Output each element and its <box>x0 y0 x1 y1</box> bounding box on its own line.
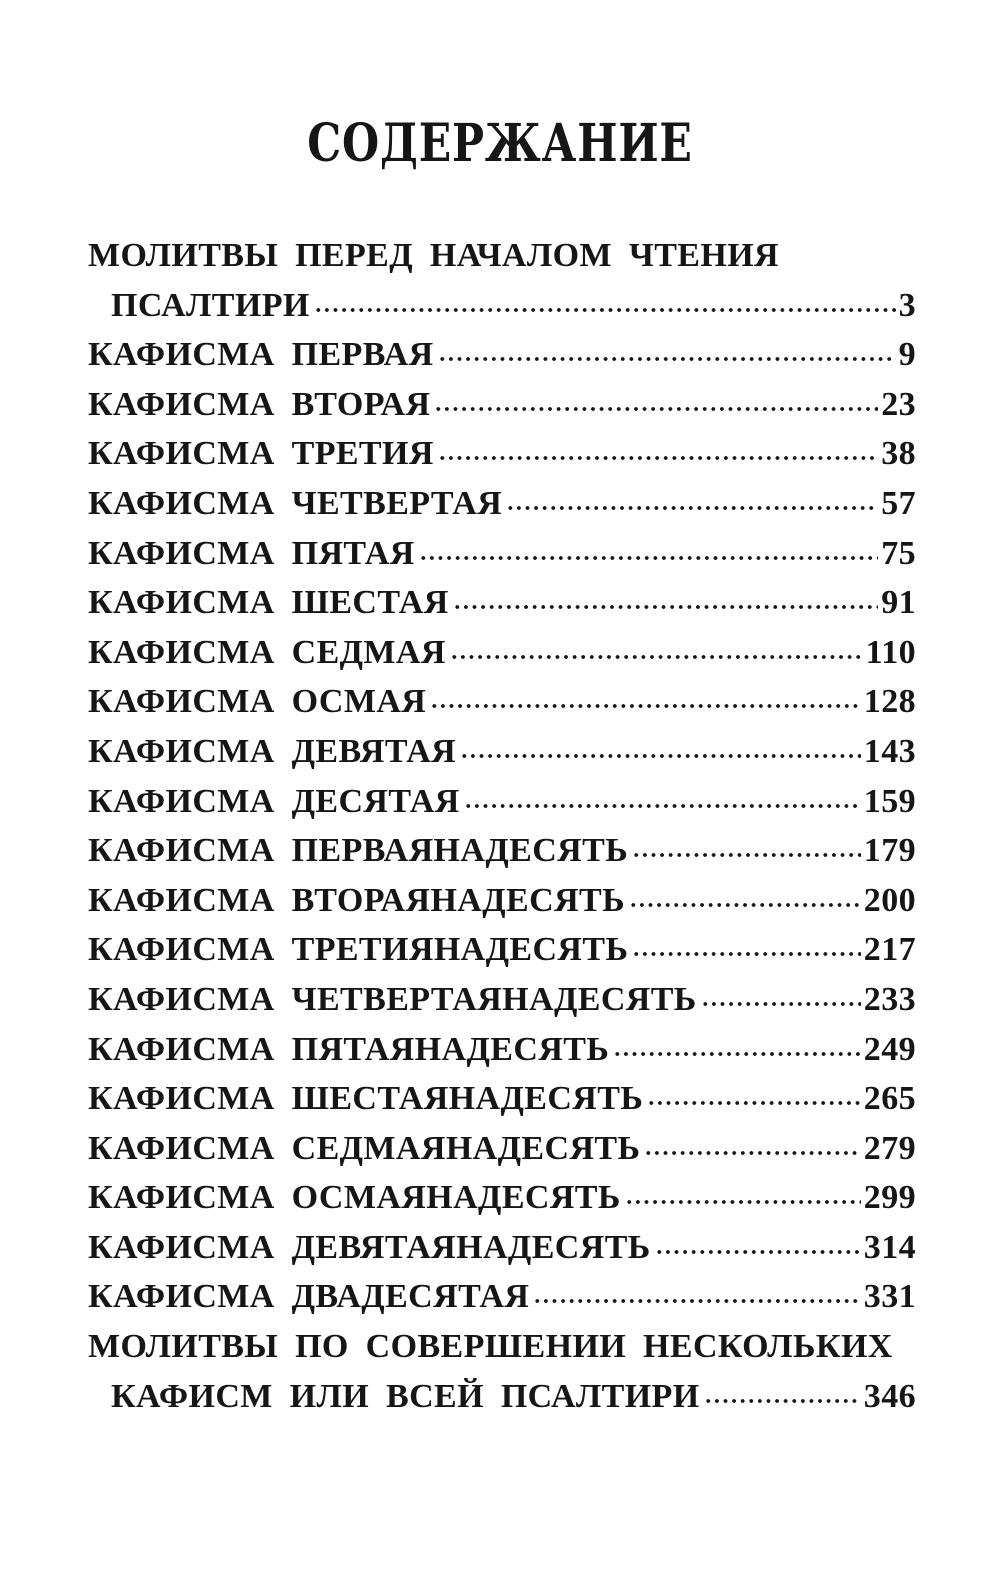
toc-page-number: 346 <box>863 1377 916 1415</box>
toc-entry-label: КАФИСМА ДВАДЕСЯТАЯ <box>88 1278 530 1316</box>
toc-entry-label: КАФИСМА СЕДМАЯНАДЕСЯТЬ <box>88 1129 641 1167</box>
toc-page-number: 110 <box>865 633 916 671</box>
dot-leader <box>704 1393 861 1409</box>
toc-line <box>88 879 916 921</box>
dot-leader <box>419 550 878 566</box>
toc-page-number: 3 <box>898 286 916 324</box>
toc-line <box>88 234 779 276</box>
dot-leader <box>464 798 861 814</box>
dot-leader <box>625 1194 861 1210</box>
toc-entry-label: КАФИСМ ИЛИ ВСЕЙ ПСАЛТИРИ <box>111 1377 700 1415</box>
toc-entry <box>0 1176 1000 1226</box>
toc-entry <box>0 1127 1000 1177</box>
toc-page-number: 217 <box>863 931 916 969</box>
dot-leader <box>460 748 861 764</box>
toc-entry <box>0 631 1000 681</box>
toc-page-number: 331 <box>863 1278 916 1316</box>
table-of-contents <box>0 234 1000 1424</box>
toc-page-number: 91 <box>881 584 916 622</box>
toc-entry <box>0 383 1000 433</box>
toc-line <box>88 780 916 822</box>
toc-entry <box>0 680 1000 730</box>
toc-entry <box>0 284 1000 334</box>
dot-leader <box>450 649 863 665</box>
dot-leader <box>430 698 861 714</box>
toc-page-number: 200 <box>863 881 916 919</box>
dot-leader <box>438 450 878 466</box>
dot-leader <box>644 1145 860 1161</box>
dot-leader <box>506 500 878 516</box>
toc-entry <box>0 234 1000 284</box>
toc-page-number: 75 <box>881 534 916 572</box>
toc-entry-label: ПСАЛТИРИ <box>111 286 310 324</box>
toc-entry <box>0 780 1000 830</box>
toc-entry-label: КАФИСМА ВТОРАЯ <box>88 385 431 423</box>
toc-line <box>88 1275 916 1317</box>
toc-line <box>88 1325 893 1367</box>
toc-entry <box>0 1375 1000 1425</box>
dot-leader <box>314 302 896 318</box>
toc-line <box>88 829 916 871</box>
toc-line <box>88 532 916 574</box>
toc-line <box>88 631 916 673</box>
toc-entry-label: КАФИСМА ПЯТАЯНАДЕСЯТЬ <box>88 1030 610 1068</box>
toc-entry-label: МОЛИТВЫ ПЕРЕД НАЧАЛОМ ЧТЕНИЯ <box>88 237 779 274</box>
dot-leader <box>647 1095 861 1111</box>
dot-leader <box>438 351 896 367</box>
toc-entry-label: КАФИСМА ТРЕТИЯ <box>88 435 434 473</box>
toc-line <box>88 581 916 623</box>
dot-leader <box>632 847 861 863</box>
toc-entry <box>0 1275 1000 1325</box>
toc-page-number: 314 <box>863 1228 916 1266</box>
toc-line <box>88 928 916 970</box>
toc-line <box>111 1375 916 1417</box>
dot-leader <box>655 1244 861 1260</box>
toc-page-number: 143 <box>863 732 916 770</box>
toc-entry-label: КАФИСМА ДЕВЯТАЯ <box>88 732 457 770</box>
toc-entry <box>0 879 1000 929</box>
toc-line <box>88 1028 916 1070</box>
toc-entry-label: КАФИСМА ОСМАЯНАДЕСЯТЬ <box>88 1179 621 1217</box>
toc-entry <box>0 1325 1000 1375</box>
toc-entry-label: МОЛИТВЫ ПО СОВЕРШЕНИИ НЕСКОЛЬКИХ <box>88 1328 893 1366</box>
toc-page-number: 23 <box>881 385 916 423</box>
dot-leader <box>632 946 860 962</box>
toc-line <box>88 1077 916 1119</box>
toc-entry <box>0 1077 1000 1127</box>
toc-line <box>88 333 916 375</box>
toc-entry <box>0 1226 1000 1276</box>
toc-page-number: 299 <box>863 1179 916 1217</box>
toc-line <box>88 482 916 524</box>
toc-page-number: 265 <box>863 1080 916 1118</box>
dot-leader <box>453 599 879 615</box>
toc-page-number: 179 <box>863 832 916 870</box>
toc-entry <box>0 829 1000 879</box>
toc-entry-label: КАФИСМА ДЕСЯТАЯ <box>88 782 460 820</box>
toc-entry <box>0 1028 1000 1078</box>
toc-entry-label: КАФИСМА ПЕРВАЯ <box>88 336 434 374</box>
toc-entry-label: КАФИСМА ПЕРВАЯНАДЕСЯТЬ <box>88 832 629 870</box>
toc-line <box>88 1127 916 1169</box>
dot-leader <box>701 996 861 1012</box>
page-title: СОДЕРЖАНИЕ <box>307 113 693 174</box>
toc-entry <box>0 333 1000 383</box>
toc-page-number: 9 <box>898 336 916 374</box>
toc-line <box>88 978 916 1020</box>
dot-leader <box>613 1046 861 1062</box>
toc-line <box>88 730 916 772</box>
toc-entry <box>0 532 1000 582</box>
toc-entry-label: КАФИСМА ДЕВЯТАЯНАДЕСЯТЬ <box>88 1228 651 1266</box>
toc-entry <box>0 978 1000 1028</box>
toc-entry-label: КАФИСМА ШЕСТАЯ <box>88 584 449 622</box>
toc-entry-label: КАФИСМА ТРЕТИЯНАДЕСЯТЬ <box>88 931 629 969</box>
toc-entry <box>0 482 1000 532</box>
dot-leader <box>533 1293 860 1309</box>
toc-entry-label: КАФИСМА ПЯТАЯ <box>88 534 415 572</box>
toc-line <box>88 680 916 722</box>
toc-line <box>88 383 916 425</box>
toc-line <box>111 284 916 326</box>
toc-page-number: 159 <box>863 782 916 820</box>
toc-entry <box>0 928 1000 978</box>
toc-page-number: 249 <box>863 1030 916 1068</box>
toc-entry <box>0 730 1000 780</box>
toc-page-number: 38 <box>881 435 916 473</box>
toc-page-number: 57 <box>881 484 916 522</box>
dot-leader <box>629 897 861 913</box>
dot-leader <box>434 401 878 417</box>
toc-line <box>88 1176 916 1218</box>
toc-page-number: 233 <box>863 980 916 1018</box>
toc-entry-label: КАФИСМА ВТОРАЯНАДЕСЯТЬ <box>88 881 625 919</box>
toc-entry <box>0 581 1000 631</box>
toc-entry <box>0 432 1000 482</box>
toc-line <box>88 1226 916 1268</box>
toc-entry-label: КАФИСМА ШЕСТАЯНАДЕСЯТЬ <box>88 1080 644 1118</box>
toc-page-number: 279 <box>863 1129 916 1167</box>
toc-line <box>88 432 916 474</box>
toc-entry-label: КАФИСМА ОСМАЯ <box>88 683 427 721</box>
toc-page-number: 128 <box>863 683 916 721</box>
toc-entry-label: КАФИСМА ЧЕТВЕРТАЯНАДЕСЯТЬ <box>88 980 697 1018</box>
toc-entry-label: КАФИСМА СЕДМАЯ <box>88 633 446 671</box>
toc-entry-label: КАФИСМА ЧЕТВЕРТАЯ <box>88 484 503 522</box>
